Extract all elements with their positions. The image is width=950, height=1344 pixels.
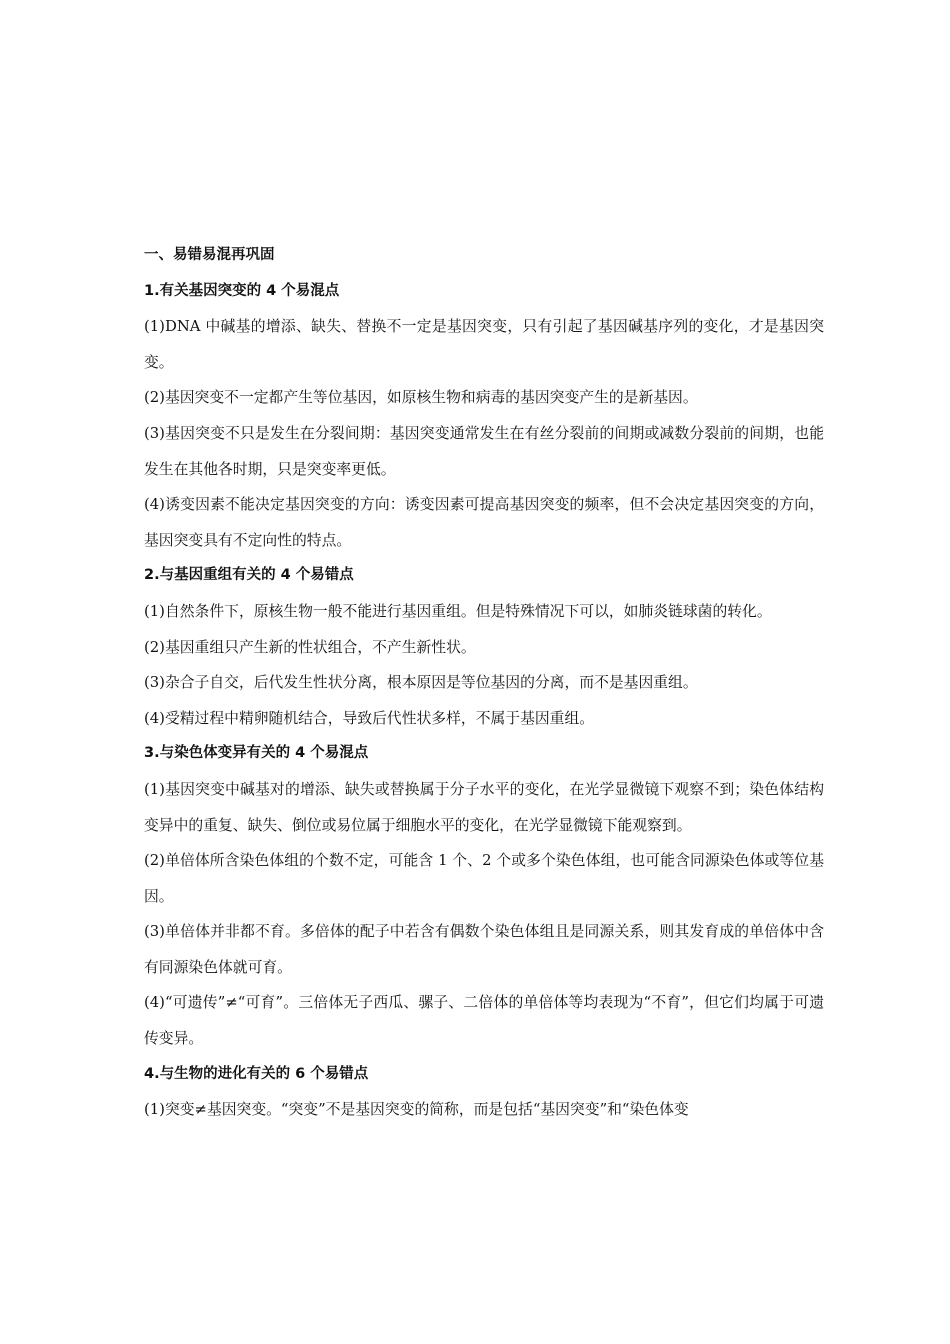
paragraph: (1)突变≠基因突变。“突变”不是基因突变的简称，而是包括“基因突变”和“染色体变 bbox=[144, 1101, 689, 1119]
section-title: 一、易错易混再巩固 bbox=[144, 247, 275, 263]
paragraph: (3)基因突变不只是发生在分裂间期：基因突变通常发生在有丝分裂前的间期或减数分裂前的间期，也能发生在其他各时期，只是突变率更低。 bbox=[144, 424, 824, 478]
subheading-1: 1.有关基因突变的 4 个易混点 bbox=[144, 282, 340, 299]
paragraph: (4)“可遗传”≠“可育”。三倍体无子西瓜、骡子、二倍体的单倍体等均表现为“不育”，但它们均属于可遗传变异。 bbox=[144, 994, 824, 1048]
paragraph: (3)杂合子自交，后代发生性状分离，根本原因是等位基因的分离，而不是基因重组。 bbox=[144, 674, 698, 692]
paragraph: (1)自然条件下，原核生物一般不能进行基因重组。但是特殊情况下可以，如肺炎链球菌的转化。 bbox=[144, 602, 772, 620]
document-body bbox=[144, 238, 824, 1128]
subheading-3: 3.与染色体变异有关的 4 个易混点 bbox=[144, 745, 369, 762]
paragraph: (4)诱变因素不能决定基因突变的方向：诱变因素可提高基因突变的频率，但不会决定基因突变的方向，基因突变具有不定向性的特点。 bbox=[144, 496, 824, 549]
paragraph: (2)基因突变不一定都产生等位基因，如原核生物和病毒的基因突变产生的是新基因。 bbox=[144, 389, 698, 407]
subheading-2: 2.与基因重组有关的 4 个易错点 bbox=[144, 567, 354, 584]
paragraph: (2)基因重组只产生新的性状组合，不产生新性状。 bbox=[144, 638, 476, 656]
paragraph: (2)单倍体所含染色体组的个数不定，可能含 1 个、2 个或多个染色体组，也可能含同源染色体或等位基因。 bbox=[144, 852, 824, 905]
subheading-4: 4.与生物的进化有关的 6 个易错点 bbox=[144, 1065, 369, 1082]
paragraph: (3)单倍体并非都不育。多倍体的配子中若含有偶数个染色体组且是同源关系，则其发育成的单倍体中含有同源染色体就可育。 bbox=[144, 923, 824, 976]
paragraph: (1)基因突变中碱基对的增添、缺失或替换属于分子水平的变化，在光学显微镜下观察不到；染色体结构变异中的重复、缺失、倒位或易位属于细胞水平的变化，在光学显微镜下能观察到。 bbox=[144, 780, 824, 834]
paragraph: (4)受精过程中精卵随机结合，导致后代性状多样，不属于基因重组。 bbox=[144, 709, 595, 727]
paragraph: (1)DNA 中碱基的增添、缺失、替换不一定是基因突变，只有引起了基因碱基序列的变化，才是基因突变。 bbox=[144, 318, 824, 371]
